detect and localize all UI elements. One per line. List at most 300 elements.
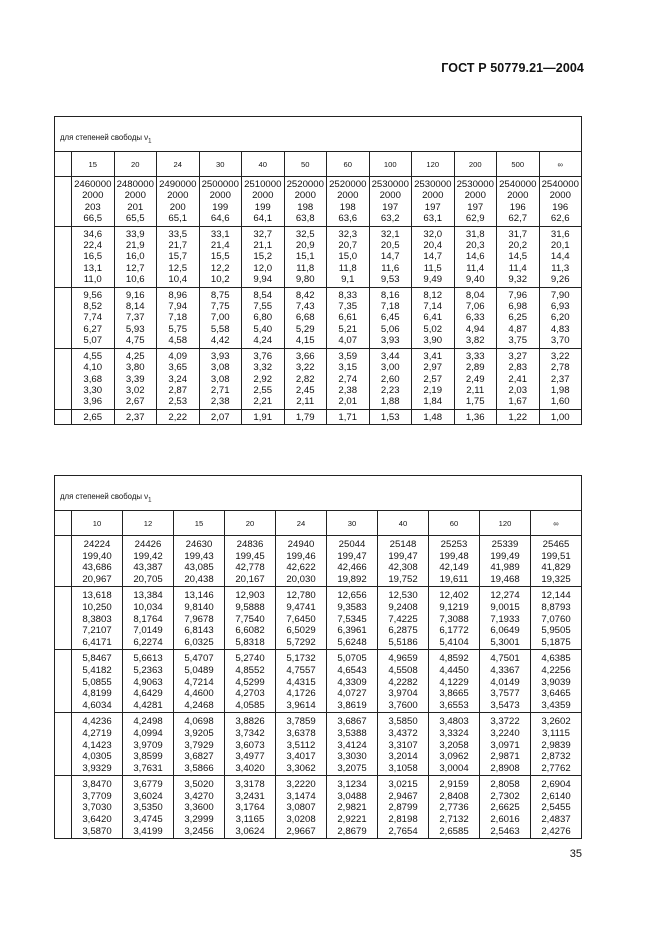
value-cell [199, 226, 242, 287]
value: 3,2456 [184, 825, 214, 837]
value: 9,80 [295, 274, 315, 286]
value: 199,47 [337, 550, 367, 562]
value-cell [72, 713, 123, 776]
value: 15,2 [253, 251, 273, 263]
value: 4,42 [210, 335, 230, 347]
value: 8,04 [465, 289, 485, 301]
value: 3,5020 [184, 779, 214, 791]
value-cell [242, 348, 285, 409]
value: 66,5 [83, 213, 103, 225]
value-cell [429, 650, 480, 713]
value: 14,5 [508, 251, 528, 263]
value-cell [72, 348, 115, 409]
value: 3,90 [423, 335, 443, 347]
value: 4,87 [508, 323, 528, 335]
value: 2,8198 [388, 814, 418, 826]
value-cell [174, 536, 225, 587]
value-cell [480, 650, 531, 713]
value: 199,48 [439, 550, 469, 562]
value-cell [327, 409, 370, 424]
value: 4,4600 [184, 688, 214, 700]
value: 2000 [167, 190, 189, 202]
value-cell [531, 776, 582, 839]
value: 3,8599 [133, 751, 163, 763]
value: 8,54 [253, 289, 273, 301]
row-label-cell [55, 177, 72, 227]
value-cell [72, 776, 123, 839]
value: 43,686 [82, 562, 112, 574]
value-cell [429, 536, 480, 587]
value-cell [284, 409, 327, 424]
value-cell [284, 177, 327, 227]
row-label-cell [55, 287, 72, 348]
value: 3,93 [210, 350, 230, 362]
value: 2,6625 [490, 802, 520, 814]
table-caption [55, 117, 582, 152]
value: 2,41 [508, 373, 528, 385]
value-cell [378, 587, 429, 650]
column-header: 50 [284, 152, 327, 177]
value: 3,30 [83, 384, 103, 396]
value: 4,4315 [286, 676, 316, 688]
value-cell [72, 287, 115, 348]
value-cell [242, 177, 285, 227]
value: 9,5888 [235, 601, 265, 613]
column-header: 24 [157, 152, 200, 177]
value: 7,35 [338, 301, 358, 313]
value: 4,75 [125, 335, 145, 347]
value-cell [497, 409, 540, 424]
value: 2,19 [423, 384, 443, 396]
value-cell [327, 287, 370, 348]
value: 11,5 [423, 262, 442, 274]
value: 6,80 [253, 312, 273, 324]
value: 25148 [389, 539, 417, 550]
value: 3,32 [253, 362, 273, 374]
value: 11,8 [296, 262, 315, 274]
value-cell [454, 409, 497, 424]
value: 6,61 [338, 312, 358, 324]
value: 3,0962 [439, 751, 469, 763]
value: 65,1 [168, 213, 188, 225]
value-cell [199, 409, 242, 424]
value: 4,5508 [388, 664, 418, 676]
value: 3,4270 [184, 790, 214, 802]
value: 3,41 [423, 350, 443, 362]
value: 2,9871 [490, 751, 520, 763]
value: 2000 [294, 190, 316, 202]
column-header: 100 [369, 152, 412, 177]
value: 3,4745 [133, 814, 163, 826]
value-cell [174, 587, 225, 650]
value-cell [369, 287, 412, 348]
value: 6,25 [508, 312, 528, 324]
value: 32,3 [338, 228, 358, 240]
value: 1,00 [550, 411, 570, 423]
value: 8,33 [338, 289, 358, 301]
value: 3,27 [508, 350, 528, 362]
value: 3,0971 [490, 739, 520, 751]
value: 8,75 [210, 289, 230, 301]
value: 63,2 [380, 213, 400, 225]
value: 3,3030 [337, 751, 367, 763]
value-cell [225, 776, 276, 839]
value: 2000 [464, 190, 486, 202]
value-cell [497, 287, 540, 348]
value: 11,6 [381, 262, 400, 274]
value: 3,4199 [133, 825, 163, 837]
value-cell [369, 409, 412, 424]
value: 3,9205 [184, 727, 214, 739]
value: 3,08 [210, 362, 230, 374]
value: 19,611 [439, 573, 469, 585]
value: 9,8140 [184, 601, 214, 613]
column-header: 500 [497, 152, 540, 177]
value: 7,14 [423, 301, 443, 313]
value-cell [412, 348, 455, 409]
value: 3,5112 [286, 739, 316, 751]
value: 2,53 [168, 396, 188, 408]
value-cell [412, 287, 455, 348]
value: 197 [424, 201, 441, 213]
value: 5,0855 [82, 676, 112, 688]
value-cell [327, 536, 378, 587]
value: 3,9709 [133, 739, 163, 751]
value: 7,5345 [337, 613, 367, 625]
value: 3,4359 [541, 699, 571, 711]
value: 2000 [549, 190, 571, 202]
value: 7,2107 [82, 625, 112, 637]
value: 7,74 [83, 312, 103, 324]
value: 6,0325 [184, 636, 214, 648]
value: 10,4 [168, 274, 188, 286]
value: 3,6827 [184, 751, 214, 763]
value: 4,55 [83, 350, 103, 362]
value: 3,7631 [133, 762, 163, 774]
value: 2000 [507, 190, 529, 202]
value: 3,6465 [541, 688, 571, 700]
value: 2540000 [499, 179, 537, 190]
value: 32,7 [253, 228, 273, 240]
value: 2480000 [116, 179, 154, 190]
value: 12,0 [253, 262, 273, 274]
value: 3,2014 [388, 751, 418, 763]
value: 42,308 [388, 562, 418, 574]
value: 199,40 [82, 550, 112, 562]
value: 3,1474 [286, 790, 316, 802]
value: 2,87 [168, 384, 188, 396]
value: 10,2 [210, 274, 230, 286]
value: 4,6429 [133, 688, 163, 700]
value: 19,325 [541, 573, 571, 585]
value: 3,3600 [184, 802, 214, 814]
value: 41,989 [490, 562, 520, 574]
value-group-row [55, 409, 582, 424]
value: 3,4124 [337, 739, 367, 751]
value-group-row [55, 713, 582, 776]
value: 4,2703 [235, 688, 265, 700]
value: 4,6385 [541, 653, 571, 665]
value: 6,33 [465, 312, 485, 324]
value-cell [199, 287, 242, 348]
value-cell [369, 226, 412, 287]
value: 12,780 [286, 590, 316, 602]
value: 2,01 [338, 396, 358, 408]
value-cell [412, 177, 455, 227]
value-cell [157, 287, 200, 348]
value: 7,37 [125, 312, 145, 324]
value-cell [531, 536, 582, 587]
value: 3,5866 [184, 762, 214, 774]
value: 41,829 [541, 562, 571, 574]
value-cell [412, 409, 455, 424]
value: 3,7030 [82, 802, 112, 814]
value: 5,7292 [286, 636, 316, 648]
value-cell [539, 409, 582, 424]
value: 6,45 [380, 312, 400, 324]
value: 1,91 [253, 411, 273, 423]
value: 12,903 [235, 590, 265, 602]
value: 65,5 [125, 213, 145, 225]
row-label-cell [55, 511, 72, 536]
value: 2,9667 [286, 825, 316, 837]
value: 2,38 [338, 384, 358, 396]
value: 7,00 [210, 312, 230, 324]
value: 3,0624 [235, 825, 265, 837]
column-header: ∞ [539, 152, 582, 177]
value-group-row [55, 287, 582, 348]
value-cell [539, 226, 582, 287]
value: 16,0 [125, 251, 145, 263]
value: 2,97 [423, 362, 443, 374]
value: 198 [339, 201, 356, 213]
value: 5,9505 [541, 625, 571, 637]
value: 3,22 [550, 350, 570, 362]
value: 13,618 [82, 590, 112, 602]
value: 20,705 [133, 573, 163, 585]
value-cell [539, 287, 582, 348]
value: 3,7342 [235, 727, 265, 739]
value: 4,0994 [133, 727, 163, 739]
value-cell [429, 776, 480, 839]
value: 3,7600 [388, 699, 418, 711]
value: 2,5463 [490, 825, 520, 837]
value: 8,42 [295, 289, 315, 301]
value: 20,7 [338, 240, 358, 252]
value: 3,1234 [337, 779, 367, 791]
value: 2,78 [550, 362, 570, 374]
value: 9,3583 [337, 601, 367, 613]
value: 199 [254, 201, 271, 213]
value: 198 [297, 201, 314, 213]
value: 3,5350 [133, 802, 163, 814]
value: 2,7302 [490, 790, 520, 802]
value-cell [123, 587, 174, 650]
value: 9,26 [550, 274, 570, 286]
value: 4,0585 [235, 699, 265, 711]
value: 25339 [491, 539, 519, 550]
value: 20,2 [508, 240, 528, 252]
value: 2,8799 [388, 802, 418, 814]
value: 9,53 [380, 274, 400, 286]
value: 3,33 [465, 350, 485, 362]
value: 2530000 [371, 179, 409, 190]
value: 3,76 [253, 350, 273, 362]
caption-text: для степеней свободы ν [60, 133, 149, 143]
column-header-row [55, 152, 582, 177]
value-cell [480, 587, 531, 650]
value: 3,96 [83, 396, 103, 408]
value-cell [454, 177, 497, 227]
value: 12,530 [388, 590, 418, 602]
value: 2000 [422, 190, 444, 202]
value: 5,8318 [235, 636, 265, 648]
value-cell [114, 287, 157, 348]
value: 7,0149 [133, 625, 163, 637]
value: 2000 [252, 190, 274, 202]
value-cell [174, 776, 225, 839]
value: 16,5 [83, 251, 103, 263]
value: 3,39 [125, 373, 145, 385]
value: 9,16 [125, 289, 145, 301]
value: 20,5 [380, 240, 400, 252]
value: 2,07 [210, 411, 230, 423]
value: 3,2220 [286, 779, 316, 791]
column-header: 200 [454, 152, 497, 177]
value: 10,6 [125, 274, 145, 286]
value: 2,23 [380, 384, 400, 396]
column-header: 15 [72, 152, 115, 177]
value: 3,5870 [82, 825, 112, 837]
value-cell [174, 650, 225, 713]
value-cell [225, 650, 276, 713]
value: 3,2602 [541, 716, 571, 728]
value: 24426 [134, 539, 162, 550]
value: 2,7762 [541, 762, 571, 774]
value: 2,57 [423, 373, 443, 385]
value: 20,967 [82, 573, 112, 585]
value: 14,4 [550, 251, 570, 263]
value: 21,9 [125, 240, 145, 252]
value: 2530000 [414, 179, 452, 190]
value: 3,75 [508, 335, 528, 347]
value-cell [225, 587, 276, 650]
value: 24836 [236, 539, 264, 550]
value: 2,83 [508, 362, 528, 374]
value: 2,67 [125, 396, 145, 408]
value: 196 [509, 201, 526, 213]
value: 3,0807 [286, 802, 316, 814]
value: 3,08 [210, 373, 230, 385]
value: 197 [467, 201, 484, 213]
value: 2000 [209, 190, 231, 202]
value: 2,6016 [490, 814, 520, 826]
value: 200 [169, 201, 186, 213]
value: 3,2075 [337, 762, 367, 774]
value: 12,2 [210, 262, 230, 274]
value: 3,7859 [286, 716, 316, 728]
value: 9,0015 [490, 601, 520, 613]
value: 1,98 [550, 384, 570, 396]
value: 4,15 [295, 335, 315, 347]
value: 32,0 [423, 228, 443, 240]
value: 2,8058 [490, 779, 520, 791]
value-cell [72, 409, 115, 424]
value: 3,6420 [82, 814, 112, 826]
value: 4,0305 [82, 751, 112, 763]
value: 2,74 [338, 373, 358, 385]
value: 7,7540 [235, 613, 265, 625]
value: 3,1058 [388, 762, 418, 774]
value: 2000 [124, 190, 146, 202]
column-header: 120 [480, 511, 531, 536]
row-label-cell [55, 713, 72, 776]
value: 3,70 [550, 335, 570, 347]
value-cell [72, 587, 123, 650]
column-header: 12 [123, 511, 174, 536]
value: 5,0489 [184, 664, 214, 676]
value: 3,4017 [286, 751, 316, 763]
value: 3,4020 [235, 762, 265, 774]
value: 3,2058 [439, 739, 469, 751]
value: 31,7 [508, 228, 528, 240]
value-group-row [55, 348, 582, 409]
value: 2,03 [508, 384, 528, 396]
value: 3,1165 [235, 814, 265, 826]
value: 1,75 [465, 396, 485, 408]
value-cell [454, 348, 497, 409]
value: 3,8470 [82, 779, 112, 791]
value: 3,0208 [286, 814, 316, 826]
value: 4,1229 [439, 676, 469, 688]
value: 5,2363 [133, 664, 163, 676]
value-cell [531, 587, 582, 650]
value-cell [123, 650, 174, 713]
value: 197 [382, 201, 399, 213]
value: 5,3001 [490, 636, 520, 648]
value: 7,1933 [490, 613, 520, 625]
value: 4,8199 [82, 688, 112, 700]
value-cell [284, 226, 327, 287]
value-group-row [55, 650, 582, 713]
value: 6,93 [550, 301, 570, 313]
value: 2540000 [541, 179, 579, 190]
value: 3,6073 [235, 739, 265, 751]
value: 9,1 [341, 274, 355, 286]
value-cell [276, 536, 327, 587]
value: 3,8826 [235, 716, 265, 728]
value: 3,8665 [439, 688, 469, 700]
value-group-row [55, 536, 582, 587]
value-group-row [55, 177, 582, 227]
value: 4,0149 [490, 676, 520, 688]
value: 32,1 [380, 228, 400, 240]
value: 8,1764 [133, 613, 163, 625]
value: 1,36 [465, 411, 485, 423]
value: 2520000 [286, 179, 324, 190]
value: 1,60 [550, 396, 570, 408]
value: 20,9 [295, 240, 315, 252]
value: 63,1 [423, 213, 443, 225]
value: 1,71 [338, 411, 358, 423]
value: 3,6553 [439, 699, 469, 711]
value-cell [123, 536, 174, 587]
value: 5,21 [338, 323, 358, 335]
value: 3,7929 [184, 739, 214, 751]
value: 2,55 [253, 384, 273, 396]
value-cell [114, 177, 157, 227]
value: 1,88 [380, 396, 400, 408]
